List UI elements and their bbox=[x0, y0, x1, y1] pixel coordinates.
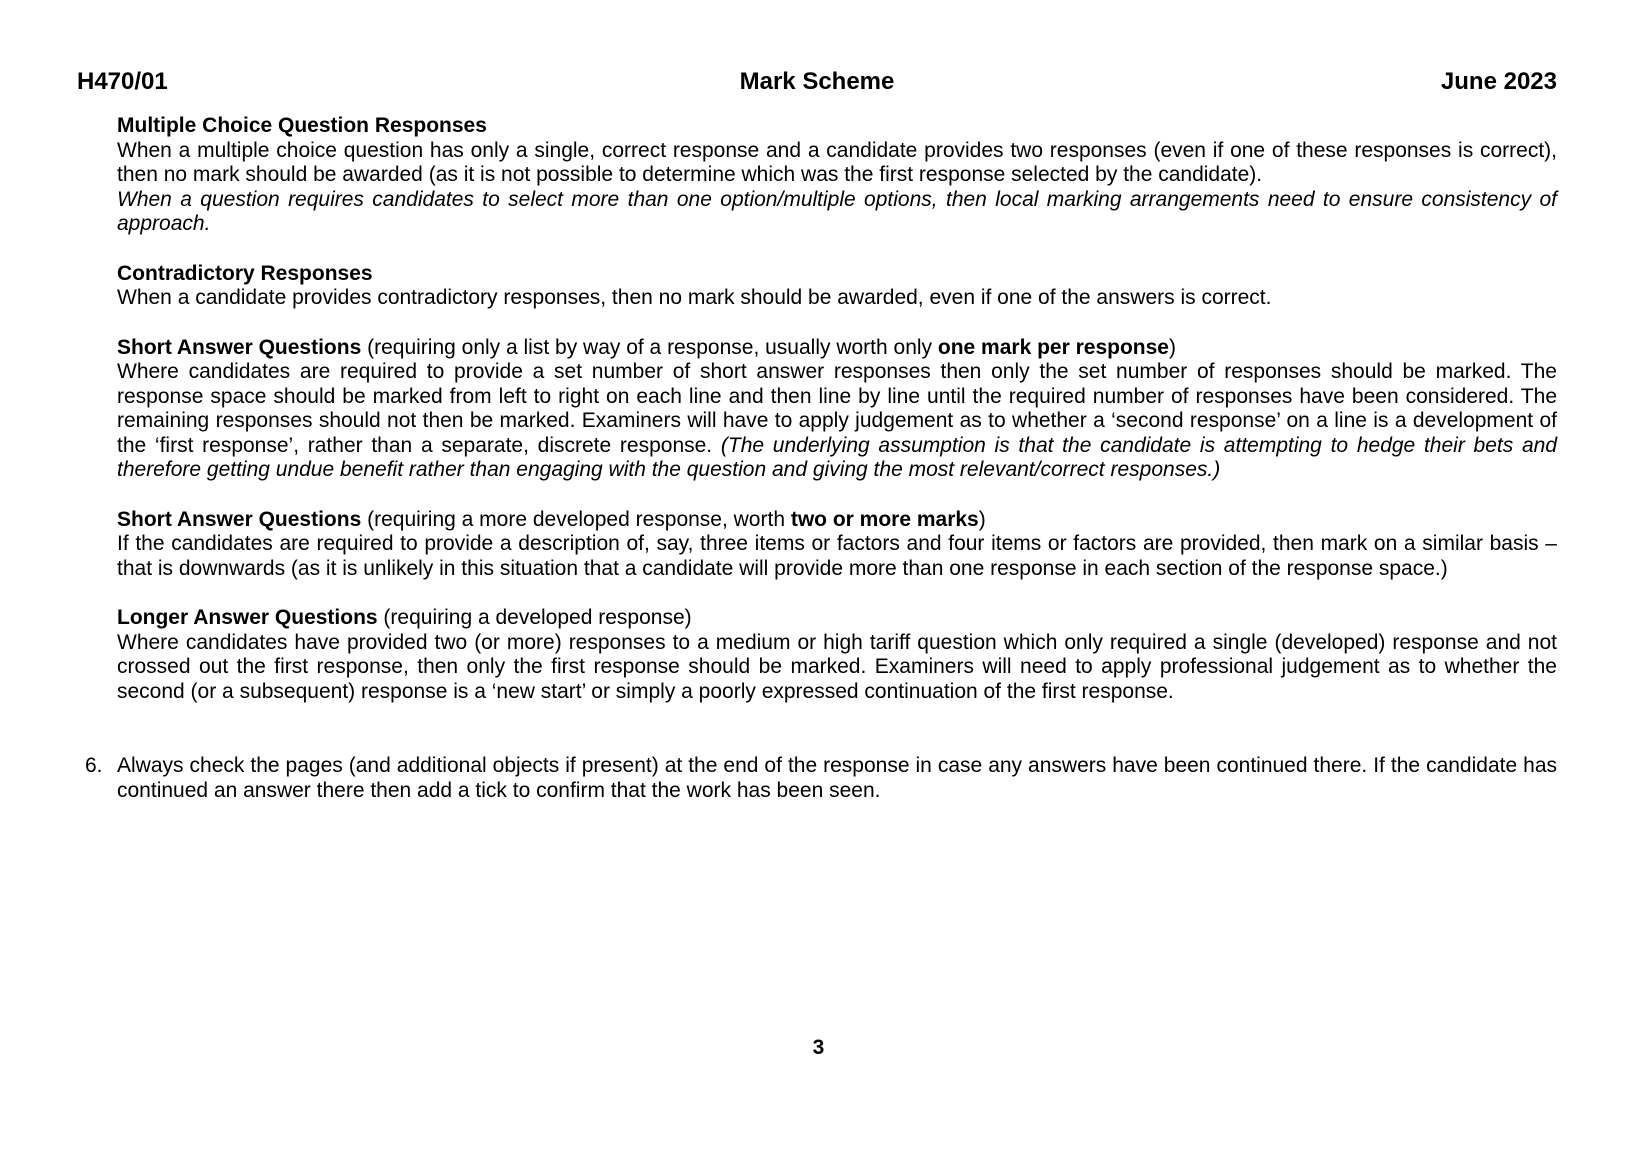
paragraph-text: If the candidates are required to provide a description of, say, three items or factors and four items or factors are provided, then mark on a similar basis – that is downwards (as it is unlikely in this situation that a candidate will provide more than one response in each section of the response space.) bbox=[117, 532, 1557, 580]
heading-text: ) bbox=[978, 507, 986, 531]
section-heading bbox=[117, 262, 1557, 287]
paragraph bbox=[117, 631, 1557, 705]
heading-text: Longer Answer Questions bbox=[117, 606, 378, 629]
section-multiple-choice bbox=[117, 114, 1557, 237]
heading-text: ) bbox=[1168, 335, 1176, 359]
header-paper-code: H470/01 bbox=[77, 68, 168, 95]
heading-text: (requiring only a list by way of a response, usually worth only bbox=[361, 335, 938, 359]
heading-text: Contradictory Responses bbox=[117, 261, 373, 285]
header-title: Mark Scheme bbox=[739, 68, 895, 95]
section-short-answer-list bbox=[117, 336, 1557, 483]
heading-text: Multiple Choice Question Responses bbox=[117, 114, 487, 137]
numbered-item bbox=[85, 754, 1557, 803]
page-header bbox=[0, 0, 1637, 96]
paragraph bbox=[117, 188, 1557, 237]
item-text: Always check the pages (and additional objects if present) at the end of the response in case any answers have been continued there. If the candidate has continued an answer there then add a tick to confirm that the work has been seen. bbox=[117, 754, 1557, 802]
section-short-answer-developed bbox=[117, 508, 1557, 582]
section-heading bbox=[117, 606, 1557, 631]
section-heading bbox=[117, 114, 1557, 139]
section-longer-answer bbox=[117, 606, 1557, 704]
page-number: 3 bbox=[812, 1036, 825, 1059]
section-heading bbox=[117, 508, 1557, 533]
paragraph-text: Where candidates are required to provide a set number of short answer responses then only the set number of responses should be marked. The response space should be marked from left to right on each line and then line by line until the required number of responses have been considered. The remaining responses should not then be marked. Examiners will have to apply judgement as to whether a ‘second response’ on a line is a development of the ‘first response’, rather than a separate, discrete response. bbox=[117, 360, 1557, 457]
section-heading bbox=[117, 336, 1557, 361]
item-number: 6. bbox=[85, 754, 103, 777]
section-contradictory bbox=[117, 262, 1557, 311]
heading-text: one mark per response bbox=[937, 335, 1169, 359]
paragraph-text: (The underlying assumption is that the candidate is attempting to hedge their bets and therefore getting undue benefit rather than engaging with the question and giving the most relevant/correct responses.) bbox=[117, 433, 1558, 481]
paragraph-text: When a multiple choice question has only a single, correct response and a candidate provides two responses (even if one of these responses is correct), then no mark should be awarded (as it is not possible to determine which was the first response selected by the candidate). bbox=[117, 138, 1557, 186]
paragraph bbox=[117, 286, 1557, 311]
paragraph bbox=[117, 532, 1557, 581]
heading-text: two or more marks bbox=[790, 507, 979, 531]
heading-text: (requiring a developed response) bbox=[377, 606, 692, 629]
paragraph bbox=[117, 360, 1557, 483]
document-body bbox=[85, 114, 1558, 803]
heading-text: Short Answer Questions bbox=[117, 507, 362, 531]
paragraph bbox=[117, 139, 1557, 188]
paragraph-text: When a question requires candidates to select more than one option/multiple options, then local marking arrangements need to ensure consistency of approach. bbox=[117, 187, 1557, 235]
heading-text: (requiring a more developed response, worth bbox=[361, 507, 791, 531]
paragraph-text: Where candidates have provided two (or more) responses to a medium or high tariff question which only required a single (developed) response and not crossed out the first response, then only the first response should be marked. Examiners will need to apply professional judgement as to whether the second (or a subsequent) response is a ‘new start’ or simply a poorly expressed continuation of the first response. bbox=[117, 630, 1557, 703]
header-session: June 2023 bbox=[1440, 68, 1557, 95]
heading-text: Short Answer Questions bbox=[117, 335, 362, 359]
paragraph-text: When a candidate provides contradictory responses, then no mark should be awarded, even if one of the answers is correct. bbox=[117, 286, 1272, 309]
